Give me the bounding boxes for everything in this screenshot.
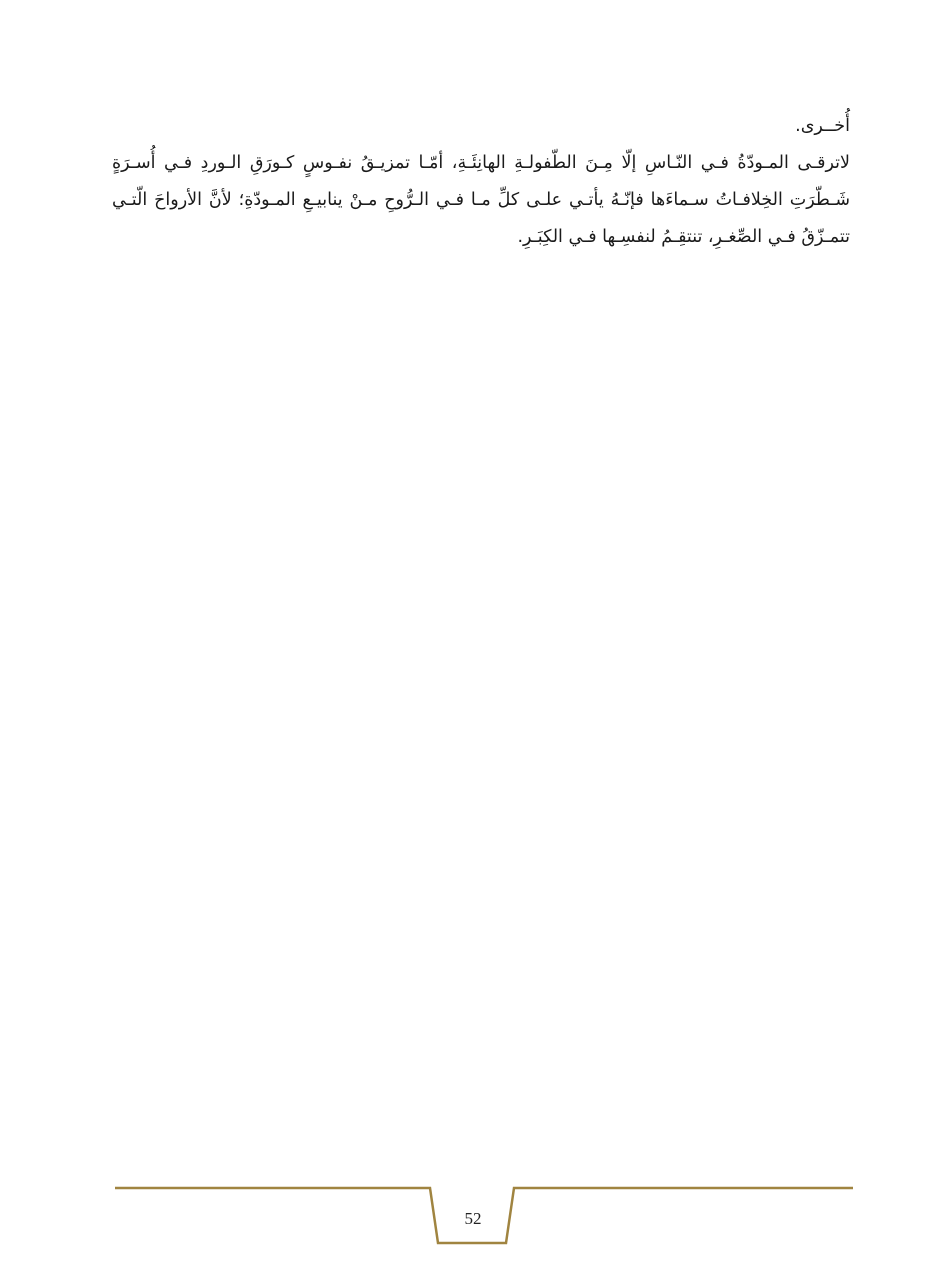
page-number: 52 bbox=[464, 1209, 482, 1228]
body-text bbox=[112, 108, 850, 256]
paragraph-main: لاترقـى المـودّةُ فـي النّـاسِ إلّا مِـنَ الطّفولـةِ الهانِئَـةِ، أمّـا تمزيـقُ نفـوسٍ كـورَقِ الـوردِ فـي أُسـرَةٍ شَـطّرَتِ الخِلافـاتُ سـماءَها فإنّـهُ يأتـي علـى كلِّ مـا فـي الـرُّوحِ مـنْ ينابيـعِ المـودّةِ؛ لأنَّ الأرواحَ الّتـي تتمـزّقُ فـي الصِّغـرِ، تنتقِـمُ لنفسِـها فـي الكِبَـرِ. bbox=[112, 153, 850, 247]
paragraph-line-1: أُخــرى. bbox=[795, 116, 850, 136]
